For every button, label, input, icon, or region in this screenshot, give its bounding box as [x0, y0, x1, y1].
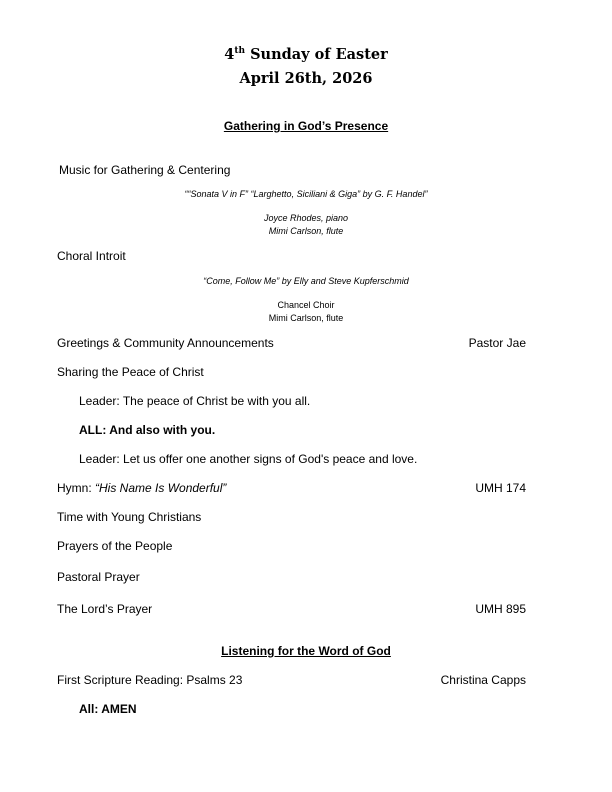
service-date: April 26th, 2026	[239, 70, 373, 87]
peace-leader-line-2: Leader: Let us offer one another signs of God's peace and love.	[79, 452, 418, 466]
hymn-title: “His Name Is Wonderful”	[95, 481, 227, 495]
greetings-leader: Pastor Jae	[468, 336, 526, 350]
amen-response: All: AMEN	[79, 702, 137, 716]
peace-leader-line-1: Leader: The peace of Christ be with you all.	[79, 394, 311, 408]
scripture-reader: Christina Capps	[440, 673, 526, 687]
hymn-prefix: Hymn:	[57, 481, 96, 495]
greetings-label: Greetings & Community Announcements	[57, 336, 274, 350]
lords-prayer-label: The Lord’s Prayer	[57, 602, 153, 616]
lords-prayer-number: UMH 895	[475, 602, 526, 616]
pastoral-prayer-label: Pastoral Prayer	[57, 570, 140, 584]
introit-performer-choir: Chancel Choir	[277, 300, 335, 310]
scripture-reading-label: First Scripture Reading: Psalms 23	[57, 673, 243, 687]
introit-performer-flute: Mimi Carlson, flute	[268, 313, 344, 323]
title-ordinal-suffix: th	[234, 46, 246, 56]
music-performer-flute: Mimi Carlson, flute	[268, 226, 344, 236]
hymn-line	[57, 481, 226, 495]
prayers-of-people-label: Prayers of the People	[57, 539, 173, 553]
music-performer-piano: Joyce Rhodes, piano	[263, 213, 349, 223]
peace-label: Sharing the Peace of Christ	[57, 365, 204, 379]
young-christians-label: Time with Young Christians	[57, 510, 202, 524]
section-heading-listening: Listening for the Word of God	[221, 644, 391, 658]
service-title	[0, 46, 612, 63]
hymn-number: UMH 174	[475, 481, 526, 495]
title-rest: Sunday of Easter	[245, 46, 388, 63]
peace-all-response: ALL: And also with you.	[79, 423, 216, 437]
section-heading-gathering: Gathering in God’s Presence	[223, 119, 389, 133]
introit-piece: “Come, Follow Me” by Elly and Steve Kupferschmid	[203, 276, 409, 286]
choral-introit-label: Choral Introit	[57, 249, 126, 263]
music-piece: ““Sonata V in F” “Larghetto, Siciliani & Giga” by G. F. Handel”	[184, 189, 428, 199]
title-ordinal: 4	[224, 46, 235, 63]
music-gathering-label: Music for Gathering & Centering	[59, 163, 231, 177]
